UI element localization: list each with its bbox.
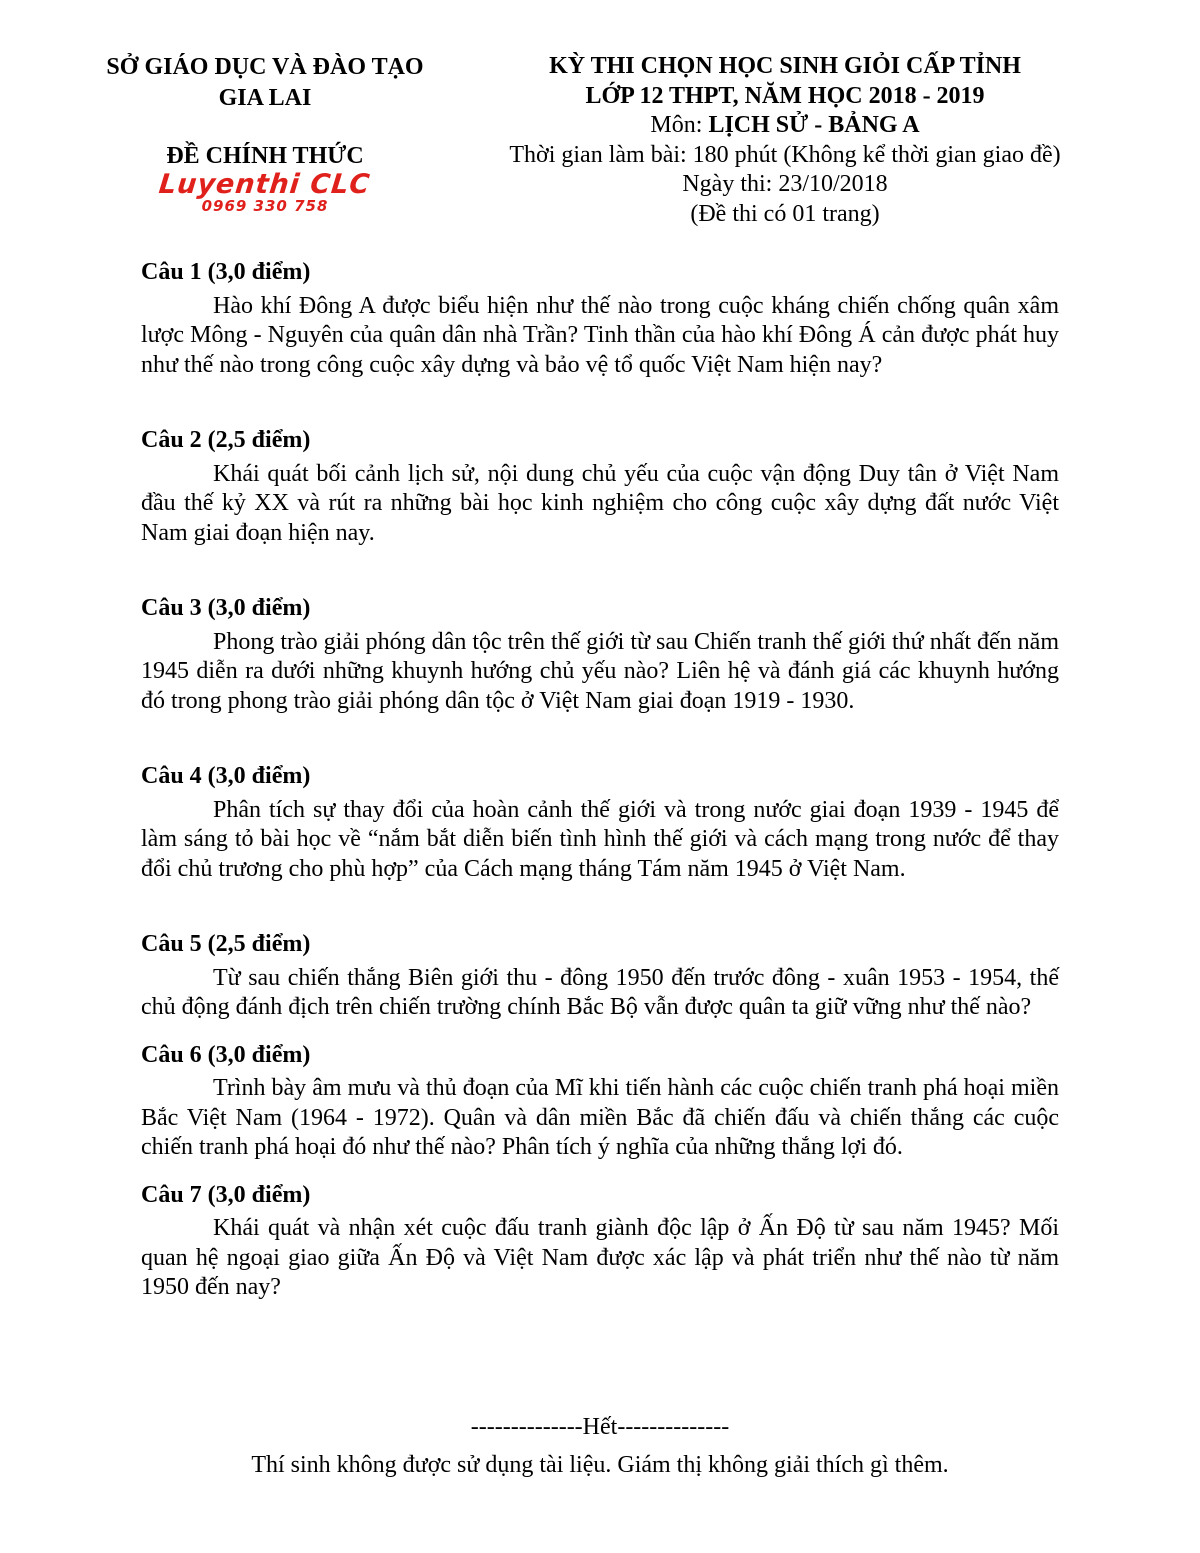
question-2	[141, 426, 1059, 548]
issuer-line-2: GIA LAI	[218, 85, 312, 111]
question-title: Câu 3 (3,0 điểm)	[141, 595, 311, 621]
question-3	[141, 594, 1059, 716]
question-title: Câu 4 (3,0 điểm)	[141, 763, 311, 789]
question-body: Phân tích sự thay đổi của hoàn cảnh thế giới và trong nước giai đoạn 1939 - 1945 để làm sáng tỏ bài học về “nắm bắt diễn biến tình hình thế giới và cách mạng trong nước để thay đổi chủ trương cho phù hợp” của Cách mạng tháng Tám năm 1945 ở Việt Nam.	[141, 796, 1059, 882]
question-4	[141, 762, 1059, 884]
question-5	[141, 930, 1059, 1023]
subject-line	[470, 111, 1100, 141]
issuer-line-1: SỞ GIÁO DỤC VÀ ĐÀO TẠO	[106, 54, 424, 80]
question-title: Câu 2 (2,5 điểm)	[141, 427, 311, 453]
question-body: Trình bày âm mưu và thủ đoạn của Mĩ khi tiến hành các cuộc chiến tranh phá hoại miền Bắc Việt Nam (1964 - 1972). Quân và dân miền Bắc đã chiến đấu và chiến thắng các cuộc chiến tranh phá hoại đó như thế nào? Phân tích ý nghĩa của những thắng lợi đó.	[141, 1075, 1059, 1160]
exam-date: Ngày thi: 23/10/2018	[682, 171, 888, 197]
watermark-phone: 0969 330 758	[201, 197, 329, 215]
question-body: Khái quát và nhận xét cuộc đấu tranh giành độc lập ở Ấn Độ từ sau năm 1945? Mối quan hệ ngoại giao giữa Ấn Độ và Việt Nam được xác lập và phát triển như thế nào từ năm 1950 đến nay?	[141, 1215, 1059, 1300]
subject-prefix: Môn:	[650, 112, 709, 138]
end-marker: --------------Hết--------------	[470, 1414, 730, 1440]
subject-name: LỊCH SỬ - BẢNG A	[708, 112, 920, 138]
question-6	[141, 1041, 1059, 1163]
question-body: Khái quát bối cảnh lịch sử, nội dung chủ yếu của cuộc vận động Duy tân ở Việt Nam đầu thế kỷ XX và rút ra những bài học kinh nghiệm cho công cuộc xây dựng đất nước Việt Nam giai đoạn hiện nay.	[141, 460, 1059, 546]
question-body: Hào khí Đông A được biểu hiện như thế nào trong cuộc kháng chiến chống quân xâm lược Mông - Nguyên của quân dân nhà Trần? Tinh thần của hào khí Đông Á cản được phát huy như thế nào trong công cuộc xây dựng và bảo vệ tổ quốc Việt Nam hiện nay?	[141, 292, 1059, 378]
question-7	[141, 1181, 1059, 1303]
question-1	[141, 258, 1059, 380]
watermark-name: Luyenthi CLC	[157, 169, 373, 200]
watermark-logo	[157, 169, 373, 215]
issuer-block	[75, 52, 455, 220]
question-title: Câu 5 (2,5 điểm)	[141, 931, 311, 957]
question-title: Câu 6 (3,0 điểm)	[141, 1041, 311, 1068]
question-body: Từ sau chiến thắng Biên giới thu - đông 1950 đến trước đông - xuân 1953 - 1954, thế chủ động đánh địch trên chiến trường chính Bắc Bộ vẫn được quân ta giữ vững như thế nào?	[141, 964, 1059, 1020]
questions-list	[141, 258, 1059, 1321]
question-title: Câu 7 (3,0 điểm)	[141, 1181, 311, 1208]
question-body: Phong trào giải phóng dân tộc trên thế giới từ sau Chiến tranh thế giới thứ nhất đến năm 1945 diễn ra dưới những khuynh hướng chủ yếu nào? Liên hệ và đánh giá các khuynh hướng đó trong phong trào giải phóng dân tộc ở Việt Nam giai đoạn 1919 - 1930.	[141, 628, 1059, 714]
exam-info-block	[470, 52, 1100, 229]
exam-title-1: KỲ THI CHỌN HỌC SINH GIỎI CẤP TỈNH	[549, 53, 1021, 79]
question-title: Câu 1 (3,0 điểm)	[141, 259, 311, 285]
exam-title-2: LỚP 12 THPT, NĂM HỌC 2018 - 2019	[585, 82, 985, 109]
time-limit: Thời gian làm bài: 180 phút (Không kể thời gian giao đề)	[509, 141, 1061, 168]
candidate-note: Thí sinh không được sử dụng tài liệu. Giám thị không giải thích gì thêm.	[251, 1452, 949, 1478]
page-count: (Đề thi có 01 trang)	[690, 200, 880, 227]
official-label: ĐỀ CHÍNH THỨC	[166, 143, 364, 169]
